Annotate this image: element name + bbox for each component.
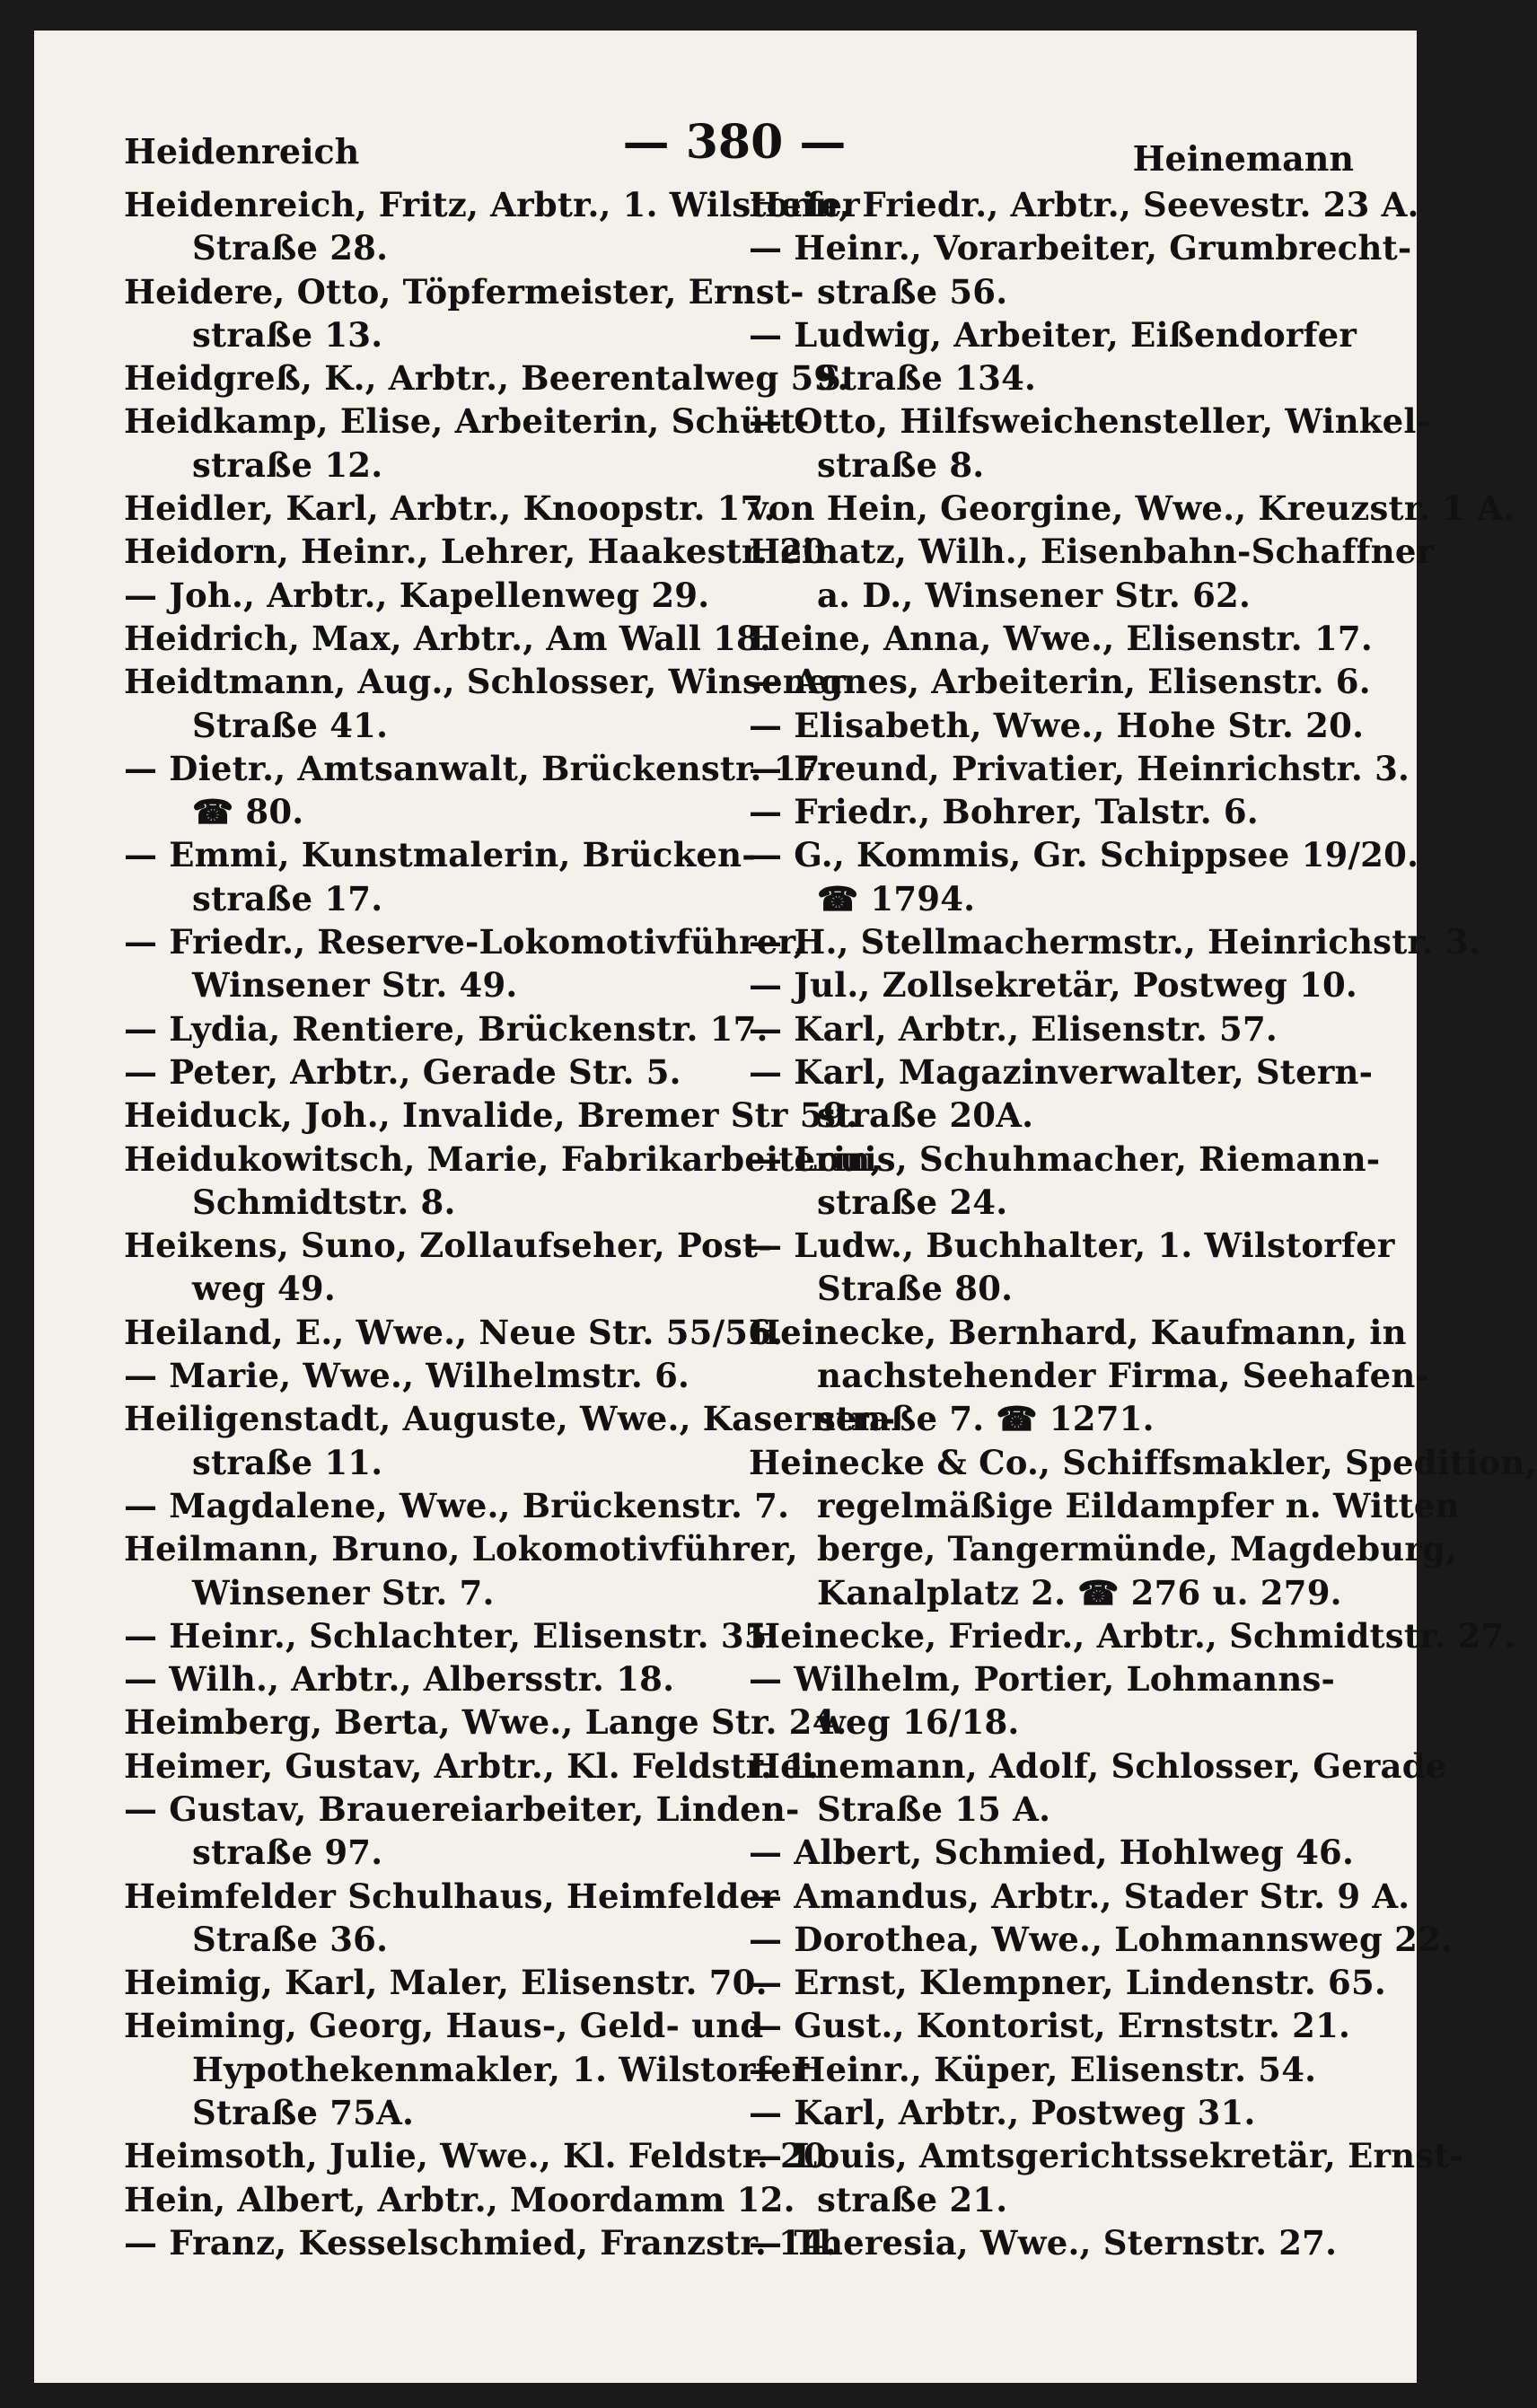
directory-entry-line: — Ludwig, Arbeiter, Eißendorfer bbox=[749, 314, 1357, 355]
entry-continuation-line: Straße 134. bbox=[817, 358, 1037, 399]
directory-entry-line: — Heinr., Schlachter, Elisenstr. 35. bbox=[124, 1615, 779, 1656]
entry-continuation-line: ☎ 80. bbox=[192, 792, 304, 832]
directory-entry-line: Hein, Friedr., Arbtr., Seevestr. 23 A. bbox=[749, 185, 1419, 224]
directory-entry-line: — Jul., Zollsekretär, Postweg 10. bbox=[749, 965, 1358, 1006]
directory-entry-line: — G., Kommis, Gr. Schippsee 19/20. bbox=[749, 835, 1419, 875]
directory-entry-line: — Agnes, Arbeiterin, Elisenstr. 6. bbox=[749, 662, 1371, 702]
directory-entry-line: von Hein, Georgine, Wwe., Kreuzstr. 1 A. bbox=[749, 488, 1515, 529]
directory-entry-line: Heidere, Otto, Töpfermeister, Ernst- bbox=[124, 271, 804, 312]
directory-entry-line: — Elisabeth, Wwe., Hohe Str. 20. bbox=[749, 705, 1365, 745]
entry-continuation-line: Straße 36. bbox=[192, 1919, 389, 1959]
directory-entry-line: Heimberg, Berta, Wwe., Lange Str. 24. bbox=[124, 1702, 848, 1743]
directory-page bbox=[34, 31, 1537, 2383]
directory-entry-line: Heinecke & Co., Schiffsmakler, Spedition, bbox=[749, 1442, 1537, 1482]
directory-entry-line: Heiligenstadt, Auguste, Wwe., Kasernen- bbox=[124, 1399, 896, 1439]
directory-entry-line: Hein, Albert, Arbtr., Moordamm 12. bbox=[124, 2179, 795, 2219]
entry-continuation-line: Schmidtstr. 8. bbox=[192, 1182, 456, 1222]
entry-continuation-line: Straße 15 A. bbox=[817, 1788, 1051, 1829]
directory-entry-line: Heilmann, Bruno, Lokomotivführer, bbox=[124, 1529, 798, 1569]
entry-continuation-line: Winsener Str. 49. bbox=[192, 965, 518, 1006]
directory-entry-line: — Dietr., Amtsanwalt, Brückenstr. 17. bbox=[124, 748, 832, 788]
directory-entry-line: Heimig, Karl, Maler, Elisenstr. 70. bbox=[124, 1963, 768, 2003]
directory-entry-line: — Joh., Arbtr., Kapellenweg 29. bbox=[124, 575, 710, 615]
directory-entry-line: — Karl, Arbtr., Elisenstr. 57. bbox=[749, 1008, 1278, 1049]
directory-entry-line: Heiland, E., Wwe., Neue Str. 55/56. bbox=[124, 1312, 784, 1352]
entry-continuation-line: straße 17. bbox=[192, 878, 383, 918]
page-number: — 380 — bbox=[622, 115, 847, 170]
directory-entry-line: — Magdalene, Wwe., Brückenstr. 7. bbox=[124, 1485, 790, 1525]
entry-continuation-line: straße 7. ☎ 1271. bbox=[817, 1399, 1155, 1439]
directory-entry-line: Heidgreß, K., Arbtr., Beerentalweg 59. bbox=[124, 358, 849, 399]
directory-entry-line: — Franz, Kesselschmied, Franzstr. 14. bbox=[124, 2222, 837, 2263]
header-right-catchword: Heinemann bbox=[1132, 138, 1354, 179]
directory-entry-line: — Friedr., Bohrer, Talstr. 6. bbox=[749, 792, 1259, 832]
entry-continuation-line: straße 21. bbox=[817, 2179, 1008, 2219]
directory-entry-line: — Freund, Privatier, Heinrichstr. 3. bbox=[749, 748, 1410, 788]
entry-continuation-line: Straße 75A. bbox=[192, 2093, 415, 2133]
entry-continuation-line: straße 56. bbox=[817, 271, 1008, 312]
entry-continuation-line: berge, Tangermünde, Magdeburg, bbox=[817, 1529, 1458, 1569]
directory-entry-line: — Heinr., Vorarbeiter, Grumbrecht- bbox=[749, 228, 1412, 268]
directory-entry-line: — H., Stellmachermstr., Heinrichstr. 3. bbox=[749, 922, 1480, 962]
directory-entry-line: Heinecke, Bernhard, Kaufmann, in bbox=[749, 1312, 1407, 1352]
directory-entry-line: Heimer, Gustav, Arbtr., Kl. Feldstr. 1. bbox=[124, 1745, 820, 1786]
directory-entry-line: Heinatz, Wilh., Eisenbahn-Schaffner bbox=[749, 532, 1435, 572]
directory-entry-line: — Ernst, Klempner, Lindenstr. 65. bbox=[749, 1963, 1386, 2003]
directory-entry-line: Heikens, Suno, Zollaufseher, Post- bbox=[124, 1226, 772, 1266]
entry-continuation-line: weg 49. bbox=[192, 1269, 336, 1309]
directory-entry-line: — Wilhelm, Portier, Lohmanns- bbox=[749, 1659, 1336, 1700]
directory-entry-line: — Friedr., Reserve-Lokomotivführer, bbox=[124, 922, 805, 962]
directory-entry-line: Heidkamp, Elise, Arbeiterin, Schütt- bbox=[124, 401, 810, 442]
left-column bbox=[88, 183, 896, 2318]
directory-entry-line: Heidukowitsch, Marie, Fabrikarbeiterin, bbox=[124, 1138, 883, 1179]
directory-entry-line: — Emmi, Kunstmalerin, Brücken- bbox=[124, 835, 756, 875]
entry-continuation-line: nachstehender Firma, Seehafen- bbox=[817, 1356, 1429, 1396]
entry-continuation-line: straße 12. bbox=[192, 444, 383, 485]
directory-entry-line: Heidorn, Heinr., Lehrer, Haakestr. 20. bbox=[124, 532, 839, 572]
directory-entry-line: Heinemann, Adolf, Schlosser, Gerade bbox=[749, 1745, 1447, 1786]
directory-entry-line: — Marie, Wwe., Wilhelmstr. 6. bbox=[124, 1356, 690, 1396]
directory-entry-line: Heimsoth, Julie, Wwe., Kl. Feldstr. 20. bbox=[124, 2136, 839, 2176]
entry-continuation-line: Straße 41. bbox=[192, 705, 389, 745]
directory-entry-line: Heinecke, Friedr., Arbtr., Schmidtstr. 27. bbox=[749, 1615, 1516, 1656]
directory-entry-line: — Albert, Schmied, Hohlweg 46. bbox=[749, 1832, 1355, 1873]
directory-entry-line: — Heinr., Küper, Elisenstr. 54. bbox=[749, 2049, 1317, 2089]
directory-entry-line: — Ludw., Buchhalter, 1. Wilstorfer bbox=[749, 1226, 1395, 1266]
entry-continuation-line: Straße 28. bbox=[192, 228, 389, 268]
entry-continuation-line: Hypothekenmakler, 1. Wilstorfer bbox=[192, 2049, 810, 2089]
entry-continuation-line: Winsener Str. 7. bbox=[192, 1572, 495, 1613]
entry-continuation-line: regelmäßige Eildampfer n. Witten bbox=[817, 1485, 1460, 1525]
directory-entry-line: — Gust., Kontorist, Ernststr. 21. bbox=[749, 2006, 1351, 2046]
entry-continuation-line: straße 11. bbox=[192, 1442, 383, 1482]
directory-entry-line: — Louis, Schuhmacher, Riemann- bbox=[749, 1138, 1381, 1179]
directory-entry-line: Heimfelder Schulhaus, Heimfelder bbox=[124, 1876, 779, 1916]
entry-continuation-line: Kanalplatz 2. ☎ 276 u. 279. bbox=[817, 1572, 1342, 1613]
directory-entry-line: Heidtmann, Aug., Schlosser, Winsener bbox=[124, 662, 847, 702]
header-left-catchword: Heidenreich bbox=[124, 131, 360, 171]
directory-entry-line: Heidrich, Max, Arbtr., Am Wall 18. bbox=[124, 618, 772, 658]
directory-entry-line: — Amandus, Arbtr., Stader Str. 9 A. bbox=[749, 1876, 1410, 1916]
directory-entry-line: — Peter, Arbtr., Gerade Str. 5. bbox=[124, 1051, 681, 1092]
directory-entry-line: Heidenreich, Fritz, Arbtr., 1. Wilstorfer bbox=[124, 185, 860, 224]
directory-entry-line: Heiduck, Joh., Invalide, Bremer Str 59. bbox=[124, 1095, 858, 1136]
entry-continuation-line: weg 16/18. bbox=[817, 1702, 1020, 1743]
directory-entry-line: — Lydia, Rentiere, Brückenstr. 17. bbox=[124, 1008, 768, 1049]
directory-entry-line: — Otto, Hilfsweichensteller, Winkel- bbox=[749, 401, 1431, 442]
entry-continuation-line: straße 13. bbox=[192, 314, 383, 355]
directory-entry-line: Heine, Anna, Wwe., Elisenstr. 17. bbox=[749, 618, 1373, 658]
entry-columns bbox=[88, 183, 1537, 2318]
directory-entry-line: Heidler, Karl, Arbtr., Knoopstr. 17. bbox=[124, 488, 776, 529]
directory-entry-line: — Karl, Magazinverwalter, Stern- bbox=[749, 1051, 1374, 1092]
directory-entry-line: — Wilh., Arbtr., Albersstr. 18. bbox=[124, 1659, 675, 1700]
directory-entry-line: — Louis, Amtsgerichtssekretär, Ernst- bbox=[749, 2136, 1464, 2176]
entry-continuation-line: straße 20A. bbox=[817, 1095, 1034, 1136]
directory-entry-line: — Gustav, Brauereiarbeiter, Linden- bbox=[124, 1788, 800, 1829]
page-header bbox=[88, 84, 1381, 183]
directory-entry-line: Heiming, Georg, Haus-, Geld- und bbox=[124, 2006, 764, 2046]
directory-entry-line: — Theresia, Wwe., Sternstr. 27. bbox=[749, 2222, 1338, 2263]
directory-entry-line: — Dorothea, Wwe., Lohmannsweg 22. bbox=[749, 1919, 1454, 1959]
entry-continuation-line: straße 24. bbox=[817, 1182, 1008, 1222]
entry-continuation-line: ☎ 1794. bbox=[817, 878, 976, 918]
entry-continuation-line: straße 8. bbox=[817, 444, 985, 485]
right-column bbox=[734, 183, 1537, 2318]
entry-continuation-line: a. D., Winsener Str. 62. bbox=[817, 575, 1252, 615]
entry-continuation-line: straße 97. bbox=[192, 1832, 383, 1873]
entry-continuation-line: Straße 80. bbox=[817, 1269, 1014, 1309]
directory-entry-line: — Karl, Arbtr., Postweg 31. bbox=[749, 2093, 1256, 2133]
